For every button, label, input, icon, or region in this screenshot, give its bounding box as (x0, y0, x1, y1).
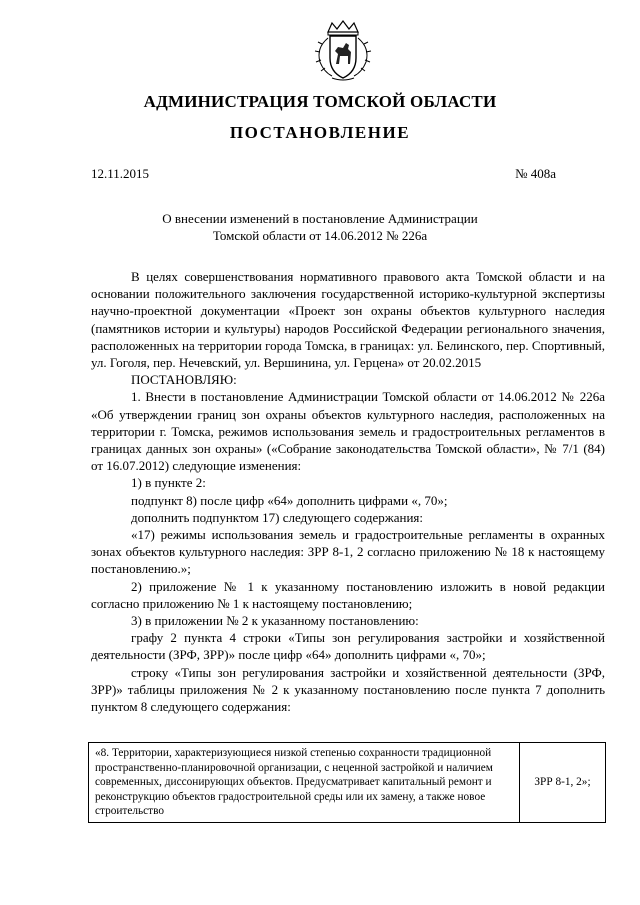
subclause-1-paragraph: 1) в пункте 2: (131, 475, 206, 491)
resolution-word: ПОСТАНОВЛЯЮ: (131, 372, 237, 388)
document-date: 12.11.2015 (91, 166, 150, 181)
subpoint-8-paragraph: подпункт 8) после цифр «64» дополнить цифрами «, 70»; (131, 492, 448, 508)
subject-line-2: Томской области от 14.06.2012 № 226а (212, 228, 428, 243)
zone-table (88, 742, 606, 823)
add-subpoint-paragraph: дополнить подпунктом 17) следующего содержания: (131, 509, 423, 525)
organization-title: АДМИНИСТРАЦИЯ ТОМСКОЙ ОБЛАСТИ (143, 92, 497, 111)
preamble-paragraph: В целях совершенствования нормативного правового акта Томской области и на основании положительного заключения государственной историко-культурной экспертизы научно-проектной документации «Проект зон охраны объектов культурного наследия (памятников истории и культуры) народов Российской Федерации регионального значения, расположенных на территории города Томска, в границах: ул. Белинского, пер. Спортивный, ул. Гоголя, пер. Нечевский, ул. Вершинина, ул. Герцена» от 20.02.2015 (91, 269, 605, 371)
coat-of-arms-icon (310, 18, 376, 84)
document-number: № 408а (515, 166, 556, 181)
document-body (91, 268, 605, 715)
document-subject (0, 210, 640, 244)
column-2-paragraph: графу 2 пункта 4 строки «Типы зон регулирования застройки и хозяйственной деятельности (ЗРФ, ЗРР)» после цифр «64» дополнить цифрами «, 70»; (91, 630, 605, 663)
document-type-title: ПОСТАНОВЛЕНИЕ (229, 123, 411, 142)
subject-line-1: О внесении изменений в постановление Администрации (162, 211, 478, 226)
clause-1-paragraph: 1. Внести в постановление Администрации Томской области от 14.06.2012 № 226а «Об утверждении границ зон охраны объектов культурного наследия, расположенных на территории г. Томска, режимов использования земель и градостроительных регламентов в границах данных зон охраны» («Собрание законодательства Томской области», № 7/1 (84) от 16.07.2012) следующие изменения: (91, 389, 605, 474)
subclause-3-paragraph: 3) в приложении № 2 к указанному постановлению: (131, 613, 419, 629)
table-row-paragraph: строку «Типы зон регулирования застройки и хозяйственной деятельности (ЗРФ, ЗРР)» таблицы приложения № 2 к указанному постановлению после пункта 7 дополнить пунктом 8 следующего содержания: (91, 664, 605, 715)
table-cell-description: «8. Территории, характеризующиеся низкой степенью сохранности традиционной пространственно-планировочной организации, с неценной застройкой и наличием современных, диссонирующих объектов. Предусматривает капитальный ремонт и реконструкцию объектов градостроительной среды или их замену, а также новое строительство (89, 743, 520, 823)
subclause-2-paragraph: 2) приложение № 1 к указанному постановлению изложить в новой редакции согласно приложению № 1 к настоящему постановлению; (91, 578, 605, 611)
table-row (89, 743, 606, 823)
subpoint-17-paragraph: «17) режимы использования земель и градостроительные регламенты в охранных зонах объектов культурного наследия: ЗРР 8-1, 2 согласно приложению № 18 к настоящему постановлению.»; (91, 527, 605, 577)
table-cell-code: ЗРР 8-1, 2»; (520, 743, 606, 823)
